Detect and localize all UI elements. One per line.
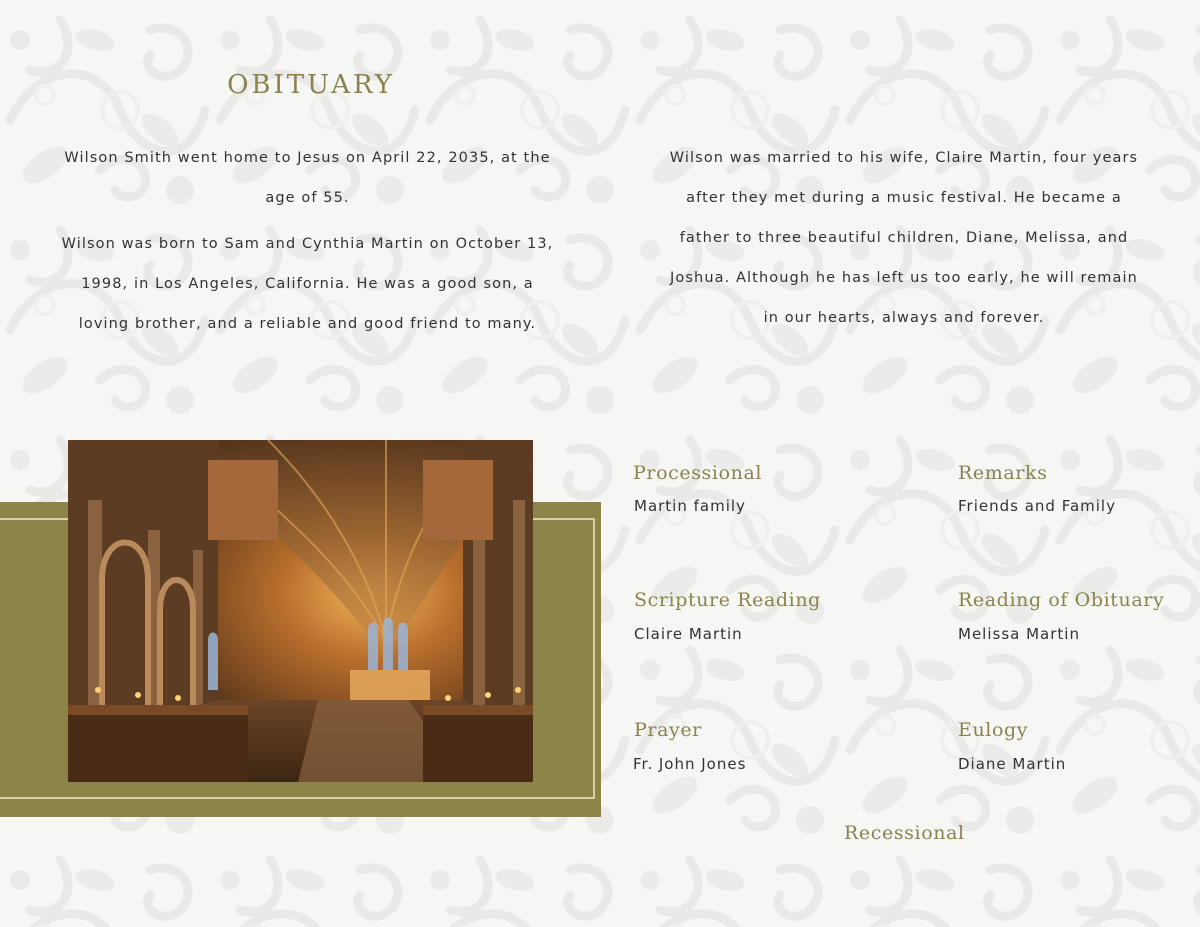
obituary-paragraph-death: Wilson Smith went home to Jesus on April 22, 2035, at the age of 55.: [64, 150, 551, 206]
recessional-heading: Recessional: [844, 822, 965, 844]
obituary-paragraph-family: Wilson was married to his wife, Claire Martin, four years after they met during a music festival. He became a father to three beautiful children, Diane, Melissa, and Joshua. Although he has left us too early, he will remain in our hearts, always and forever.: [669, 150, 1139, 326]
remarks-name: Friends and Family: [958, 497, 1116, 515]
processional-name: Martin family: [634, 497, 746, 515]
eulogy-name: Diane Martin: [958, 755, 1067, 773]
reading-heading: Reading of Obituary: [958, 589, 1165, 611]
scripture-name: Claire Martin: [634, 625, 743, 643]
obituary-title: OBITUARY: [227, 70, 395, 100]
remarks-heading: Remarks: [958, 462, 1048, 484]
cathedral-interior-photo: [68, 440, 533, 782]
reading-name: Melissa Martin: [958, 625, 1080, 643]
prayer-heading: Prayer: [634, 719, 702, 741]
processional-heading: Processional: [633, 462, 763, 484]
eulogy-heading: Eulogy: [958, 719, 1029, 741]
scripture-heading: Scripture Reading: [634, 589, 821, 611]
obituary-paragraph-birth: Wilson was born to Sam and Cynthia Martin on October 13, 1998, in Los Angeles, California. He was a good son, a loving brother, and a reliable and good friend to many.: [61, 236, 554, 332]
prayer-name: Fr. John Jones: [633, 755, 747, 773]
